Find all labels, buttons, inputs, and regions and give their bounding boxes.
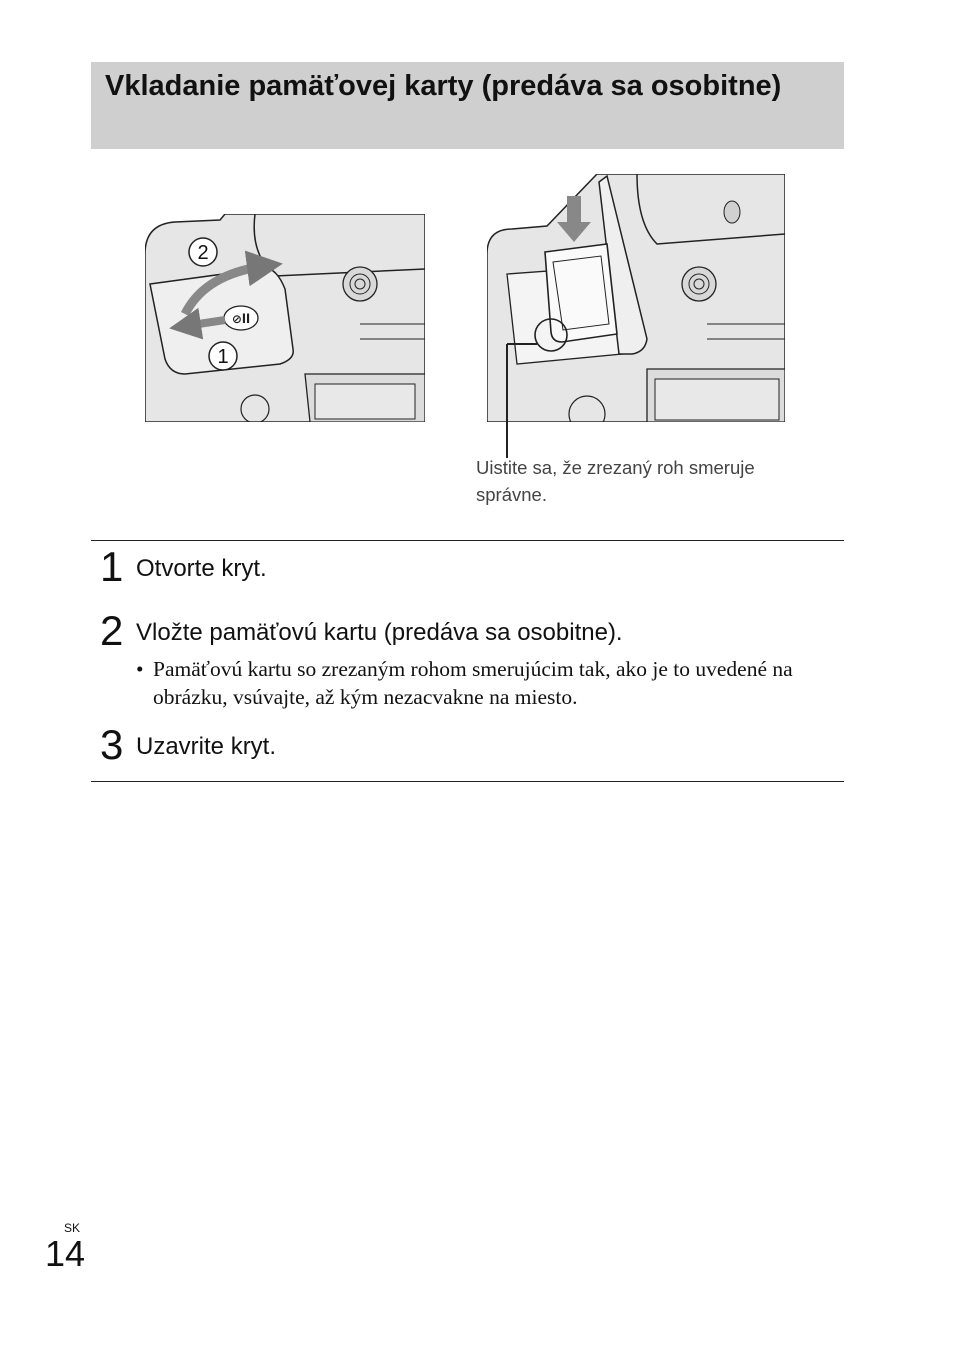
open-cover-illustration bbox=[145, 214, 425, 422]
step-number-1: 1 bbox=[100, 543, 124, 590]
step-marker-2 bbox=[189, 238, 217, 266]
top-divider bbox=[91, 540, 844, 541]
step-marker-1 bbox=[209, 342, 237, 370]
step-number-2: 2 bbox=[100, 607, 124, 654]
svg-text:⊘ll: ⊘ll bbox=[231, 312, 251, 326]
step-2-bullet bbox=[136, 655, 826, 711]
svg-text:2: 2 bbox=[197, 242, 209, 264]
bullet-dot: • bbox=[136, 657, 144, 681]
language-code: SK bbox=[64, 1221, 81, 1235]
card-corner-note: Uistite sa, že zrezaný roh smeruje správne. bbox=[476, 457, 755, 505]
insert-card-illustration bbox=[487, 174, 785, 422]
page-number: 14 bbox=[45, 1233, 86, 1274]
bottom-divider bbox=[91, 781, 844, 782]
step-number-3: 3 bbox=[100, 721, 124, 768]
svg-text:1: 1 bbox=[217, 346, 229, 368]
bullet-text: Pamäťovú kartu so zrezaným rohom smerujúcim tak, ako je to uvedené na obrázku, vsúvajte, až kým nezacvakne na miesto. bbox=[153, 657, 793, 709]
leader-line-extension bbox=[506, 422, 508, 458]
section-title: Vkladanie pamäťovej karty (predáva sa osobitne) bbox=[105, 70, 782, 102]
step-text-2: Vložte pamäťovú kartu (predáva sa osobitne). bbox=[136, 619, 623, 646]
step-text-3: Uzavrite kryt. bbox=[136, 733, 277, 760]
step-text-1: Otvorte kryt. bbox=[136, 555, 267, 582]
section-title-band bbox=[91, 62, 844, 149]
